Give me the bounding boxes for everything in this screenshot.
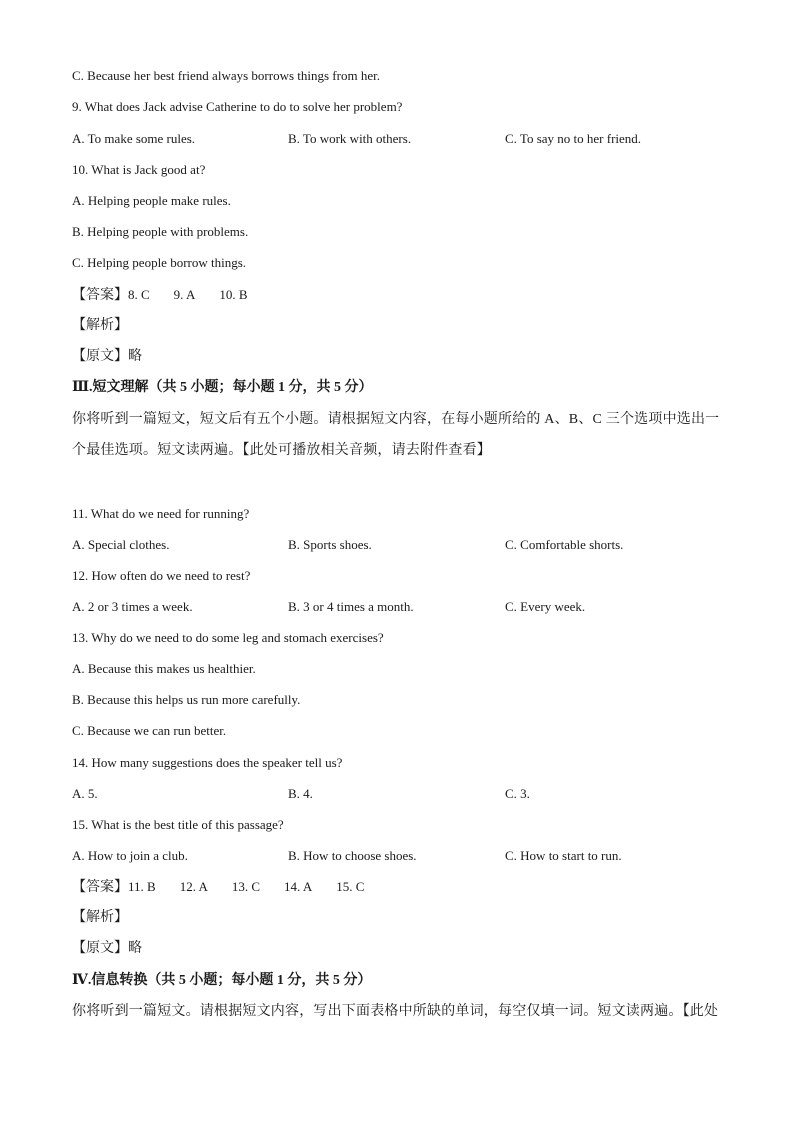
q15-option-b: B. How to choose shoes. [288, 848, 417, 863]
q11-option-c: C. Comfortable shorts. [505, 537, 624, 552]
answer-line-1 [72, 286, 272, 305]
section-3-title: Ⅲ.短文理解（共 5 小题；每小题 1 分，共 5 分） [72, 380, 373, 395]
answer-label: 【答案】 [72, 880, 128, 895]
answer-item: 10. B [219, 287, 248, 302]
q9-option-c: C. To say no to her friend. [505, 131, 642, 146]
q11-option-a: A. Special clothes. [72, 537, 170, 552]
section-3-instruction-1: 你将听到一篇短文，短文后有五个小题。请根据短文内容，在每小题所给的 A、B、C 三个选项中选出一 [72, 412, 720, 427]
q14-question: 14. How many suggestions does the speaker tell us? [72, 755, 343, 770]
analysis-label-2: 【解析】 [72, 910, 128, 925]
original-text-2: 【原文】略 [72, 941, 142, 956]
section-4-instruction-1: 你将听到一篇短文。请根据短文内容，写出下面表格中所缺的单词，每空仅填一词。短文读两遍。【此处 [72, 1004, 719, 1019]
q13-question: 13. Why do we need to do some leg and stomach exercises? [72, 630, 384, 645]
q12-option-b: B. 3 or 4 times a month. [288, 599, 414, 614]
answer-item: 12. A [179, 879, 208, 894]
q10-option-c: C. Helping people borrow things. [72, 255, 247, 270]
answer-label: 【答案】 [72, 288, 128, 303]
q10-option-b: B. Helping people with problems. [72, 224, 249, 239]
q14-option-a: A. 5. [72, 786, 98, 801]
q9-question: 9. What does Jack advise Catherine to do to solve her problem? [72, 99, 403, 114]
q15-question: 15. What is the best title of this passage? [72, 817, 284, 832]
q12-option-c: C. Every week. [505, 599, 586, 614]
answer-item: 14. A [284, 879, 313, 894]
answer-item: 8. C [128, 287, 150, 302]
answer-item: 11. B [128, 879, 156, 894]
answer-line-2 [72, 878, 388, 897]
q9-option-b: B. To work with others. [288, 131, 412, 146]
answer-item: 15. C [336, 879, 365, 894]
q12-question: 12. How often do we need to rest? [72, 568, 251, 583]
original-text-1: 【原文】略 [72, 349, 142, 364]
section-4-title: Ⅳ.信息转换（共 5 小题；每小题 1 分，共 5 分） [72, 973, 372, 988]
answer-item: 9. A [173, 287, 196, 302]
q13-option-a: A. Because this makes us healthier. [72, 661, 256, 676]
answer-item: 13. C [231, 879, 261, 894]
q14-option-b: B. 4. [288, 786, 313, 801]
q10-option-a: A. Helping people make rules. [72, 193, 231, 208]
q11-question: 11. What do we need for running? [72, 506, 250, 521]
q11-option-b: B. Sports shoes. [288, 537, 372, 552]
q10-question: 10. What is Jack good at? [72, 162, 206, 177]
q12-option-a: A. 2 or 3 times a week. [72, 599, 193, 614]
q9-option-a: A. To make some rules. [72, 131, 196, 146]
q15-option-c: C. How to start to run. [505, 848, 622, 863]
q13-option-c: C. Because we can run better. [72, 723, 227, 738]
section-3-instruction-2: 个最佳选项。短文读两遍。【此处可播放相关音频，请去附件查看】 [72, 443, 491, 458]
q8-option-c: C. Because her best friend always borrows things from her. [72, 68, 380, 83]
analysis-label-1: 【解析】 [72, 318, 128, 333]
q13-option-b: B. Because this helps us run more carefully. [72, 692, 301, 707]
q15-option-a: A. How to join a club. [72, 848, 188, 863]
q14-option-c: C. 3. [505, 786, 530, 801]
